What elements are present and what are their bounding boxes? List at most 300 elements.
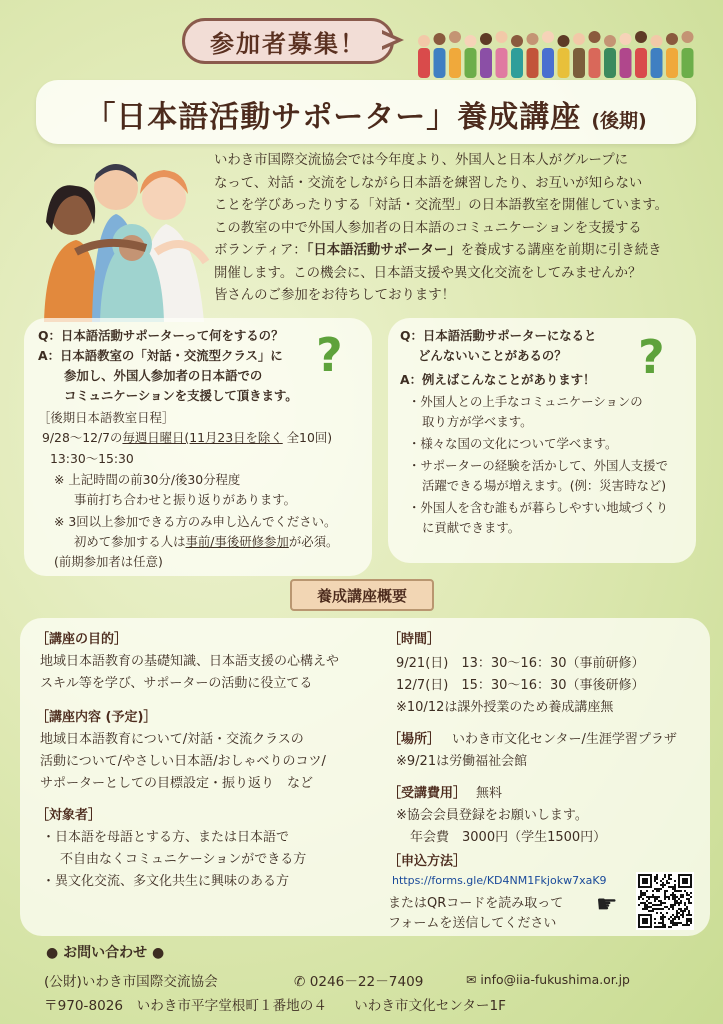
intro-line: なって、対話・交流をしながら日本語を練習したり、お互いが知らない [214,175,643,191]
qr-module [644,902,646,904]
qr-module [684,902,686,904]
qr-module [662,884,664,886]
crowd-person-head [449,31,461,43]
qr-module [642,892,644,894]
qr-module [672,924,674,926]
qr-module [670,904,672,906]
crowd-person-body [511,48,523,78]
qr-module [674,916,676,918]
qr-module [656,888,658,890]
intro-highlight: 「日本語活動サポーター」 [306,243,461,258]
q1-note: 事前打ち合わせと振り返りがあります。 [74,492,297,507]
qr-module [676,910,678,912]
content-line: サポーターとしての目標設定・振り返り など [40,776,314,791]
qr-module [676,902,678,904]
intro-line: 皆さんのご参加をお待ちしております！ [214,288,456,303]
qr-module [674,880,676,882]
intro-line: 開催します。この機会に、日本語支援や異文化交流をしてみませんか？ [214,265,642,281]
qr-module [672,922,674,924]
qr-module [666,912,668,914]
crowd-person-head [666,33,678,45]
qr-module [660,902,662,904]
qr-module [688,910,690,912]
overview-heading: 養成講座概要 [290,579,434,611]
qr-module [678,898,680,900]
q1-dates-underlined: 毎週日曜日(11月23日を除く [122,430,283,445]
qr-module [664,884,666,886]
qr-module [688,900,690,902]
qr-module [654,900,656,902]
qr-module [674,896,676,898]
qr-module [688,924,690,926]
qr-module [640,896,642,898]
contact-address: 〒970-8026 いわき市平字堂根町１番地の４ いわき市文化センター1F [44,998,506,1014]
qr-module [670,894,672,896]
fee-note: ※協会会員登録をお願いします。 [396,808,588,823]
qr-module [644,904,646,906]
qr-module [652,894,654,896]
qr-module [662,878,664,880]
recruit-badge: 参加者募集！ [182,18,394,64]
crowd-person-body [635,48,647,78]
qr-module [680,914,682,916]
q2-bullet: ・外国人との上手なコミュニケーションの [408,394,643,409]
q1-dates [42,428,332,448]
qr-module [678,908,680,910]
qr-module [674,884,676,886]
qr-module [688,894,690,896]
qr-module [678,902,680,904]
qr-module [654,888,656,890]
qr-module [686,906,688,908]
qr-module [656,890,658,892]
apply-link[interactable]: https://forms.gle/KD4NM1Fkjokw7xaK9 [392,874,607,887]
qr-finder [642,918,648,924]
qr-module [648,898,650,900]
apply-label: ［申込方法］ [388,854,467,869]
qr-module [650,910,652,912]
qr-module [684,908,686,910]
q2-answer: A：例えばこんなことがあります！ [400,372,596,387]
crowd-person-head [542,31,554,43]
qr-module [678,912,680,914]
qr-module [668,908,670,910]
qr-module [686,892,688,894]
qr-module [680,896,682,898]
fee-label: ［受講費用］ [388,786,467,801]
qr-module [676,890,678,892]
purpose-label: ［講座の目的］ [36,632,128,647]
qr-module [678,918,680,920]
qr-module [690,922,692,924]
qr-module [686,918,688,920]
qr-module [662,920,664,922]
qr-module [678,922,680,924]
qr-module [682,916,684,918]
qr-module [672,892,674,894]
qr-module [666,896,668,898]
qr-module [662,882,664,884]
crowd-person-head [604,35,616,47]
target-line: ・日本語を母語とする方、または日本語で [42,830,290,845]
question-mark-icon: ? [316,328,343,382]
qr-code[interactable] [636,872,694,930]
time-line: ※10/12は課外授業のため養成講座無 [396,700,614,715]
qr-module [668,874,670,876]
qr-module [664,916,666,918]
qr-module [648,902,650,904]
qr-module [668,926,670,928]
qr-module [652,890,654,892]
qr-module [660,884,662,886]
qr-module [686,898,688,900]
qr-module [662,914,664,916]
qr-module [686,914,688,916]
qr-module [664,898,666,900]
qr-module [654,918,656,920]
crowd-person-body [682,48,694,78]
qr-module [654,926,656,928]
qr-module [640,892,642,894]
crowd-person-body [465,48,477,78]
qr-module [644,908,646,910]
q1-box [24,318,372,576]
qr-module [642,902,644,904]
qr-module [642,908,644,910]
q2-question-line: どんないいことがあるの？ [418,348,567,363]
qr-module [664,890,666,892]
qr-module [662,902,664,904]
crowd-person-body [573,48,585,78]
qr-module [648,906,650,908]
crowd-person-body [558,48,570,78]
qr-module [652,904,654,906]
crowd-person-head [527,33,539,45]
crowd-illustration [416,26,706,80]
time-line: 12/7(日) 15：30～16：30（事後研修） [396,678,645,693]
qr-module [688,912,690,914]
crowd-person-head [682,31,694,43]
q2-bullet: ・様々な国の文化について学べます。 [408,436,618,451]
qr-module [664,876,666,878]
crowd-person-body [651,48,663,78]
qr-module [662,908,664,910]
qr-module [654,898,656,900]
qr-module [668,876,670,878]
qr-module [670,920,672,922]
qr-module [688,920,690,922]
overview-box [20,618,710,936]
time-label: ［時間］ [388,632,441,647]
qr-module [640,894,642,896]
crowd-person-head [589,31,601,43]
qr-module [682,910,684,912]
page-title-suffix: (後期) [591,110,647,132]
qr-module [666,906,668,908]
qr-module [658,926,660,928]
qr-module [656,878,658,880]
qr-module [660,880,662,882]
qr-module [686,922,688,924]
qr-module [666,882,668,884]
contact-email[interactable]: info@iia-fukushima.or.jp [480,972,630,987]
qr-module [638,904,640,906]
qr-module [668,878,670,880]
qr-module [656,912,658,914]
crowd-person-body [418,48,430,78]
qr-module [660,904,662,906]
qr-module [654,904,656,906]
qr-module [690,920,692,922]
qr-module [668,886,670,888]
pointing-hand-icon: ☛ [596,890,618,918]
qr-module [638,896,640,898]
qr-module [670,906,672,908]
qr-module [686,924,688,926]
qr-module [668,918,670,920]
q1-note: ※ 3回以上参加できる方のみ申し込んでください。 [54,514,337,529]
qr-module [676,916,678,918]
qr-module [670,878,672,880]
place-label: ［場所］ [388,732,441,747]
qr-module [654,896,656,898]
title-banner [36,80,696,144]
qr-module [656,876,658,878]
qr-module [670,922,672,924]
qr-module [650,896,652,898]
phone-icon: ✆ [294,974,306,990]
fee-note: 年会費 3000円（学生1500円） [410,830,607,845]
qr-module [656,882,658,884]
qr-module [662,918,664,920]
qr-module [644,894,646,896]
qr-module [664,894,666,896]
qr-module [664,906,666,908]
qr-module [672,914,674,916]
qr-module [680,910,682,912]
q1-note-underlined: 事前/事後研修参加 [185,534,289,549]
crowd-person-body [589,48,601,78]
crowd-person-head [496,31,508,43]
qr-finder [642,878,648,884]
qr-module [664,874,666,876]
qr-module [660,888,662,890]
qr-module [654,878,656,880]
qr-module [674,898,676,900]
crowd-person-head [651,35,663,47]
qr-module [686,894,688,896]
qr-module [676,912,678,914]
qr-module [662,926,664,928]
qr-module [678,904,680,906]
qr-module [644,892,646,894]
qr-module [658,888,660,890]
content-line: 地域日本語教育について/対話・交流クラスの [40,732,304,747]
qr-module [654,876,656,878]
purpose-line: 地域日本語教育の基礎知識、日本語支援の心構えや [40,654,340,669]
qr-module [664,892,666,894]
crowd-person-body [620,48,632,78]
qr-module [670,874,672,876]
qr-module [682,924,684,926]
qr-module [660,908,662,910]
contact-email-wrap [466,972,630,987]
q1-note: ※ 上記時間の前30分/後30分程度 [54,472,241,487]
qr-module [656,908,658,910]
target-line: 不自由なくコミュニケーションができる方 [60,852,307,867]
qr-module [660,922,662,924]
qr-module [664,896,666,898]
apply-text: フォームを送信してください [388,916,557,931]
crowd-person-body [666,48,678,78]
crowd-person-head [465,35,477,47]
qr-module [674,890,676,892]
qr-module [660,926,662,928]
q2-bullet: ・サポーターの経験を活かして、外国人支援で [408,458,668,473]
qr-module [658,904,660,906]
qr-module [638,898,640,900]
qr-module [646,896,648,898]
intro-line: この教室の中で外国人参加者の日本語のコミュニケーションを支援する [214,220,642,236]
qr-module [658,922,660,924]
qr-module [662,922,664,924]
q1-answer-line: コミュニケーションを支援して頂きます。 [64,388,298,403]
qr-module [680,922,682,924]
qr-module [690,914,692,916]
crowd-person-body [496,48,508,78]
q1-note: (前期参加者は任意) [54,554,163,569]
contact-heading: ● お問い合わせ ● [46,945,165,961]
qr-module [640,890,642,892]
qr-module [688,918,690,920]
qr-module [676,900,678,902]
q1-question: Q：日本語活動サポーターって何をするの？ [38,328,284,343]
qr-module [654,908,656,910]
time-line: 9/21(日) 13：30～16：30（事前研修） [396,656,645,671]
qr-module [678,916,680,918]
qr-module [664,902,666,904]
purpose-line: スキル等を学び、サポーターの活動に役立てる [40,676,313,691]
qr-module [664,924,666,926]
qr-module [674,894,676,896]
crowd-person-body [542,48,554,78]
qr-module [660,912,662,914]
crowd-person-head [573,33,585,45]
crowd-person-head [480,33,492,45]
qr-module [650,906,652,908]
qr-module [670,926,672,928]
qr-module [674,886,676,888]
badge-tail-inner [380,33,396,47]
qr-module [642,898,644,900]
qr-module [646,900,648,902]
qr-module [666,890,668,892]
qr-module [654,922,656,924]
crowd-person-body [449,48,461,78]
qr-module [658,908,660,910]
qr-module [660,918,662,920]
qr-module [656,904,658,906]
qr-module [660,916,662,918]
crowd-person-head [418,35,430,47]
content-line: 活動について/やさしい日本語/おしゃべりのコツ/ [40,754,326,769]
qr-module [688,914,690,916]
target-label: ［対象者］ [36,808,102,823]
qr-module [648,910,650,912]
q2-bullet: ・外国人を含む誰もが暮らしやすい地域づくり [408,500,669,515]
qr-module [682,894,684,896]
contact-org: (公財)いわき市国際交流協会 [44,974,218,990]
qr-module [668,898,670,900]
qr-module [670,886,672,888]
q1-answer-line: 参加し、外国人参加者の日本語での [64,368,263,383]
qr-module [672,918,674,920]
qr-module [672,898,674,900]
qr-module [684,890,686,892]
crowd-person-body [480,48,492,78]
qr-module [684,910,686,912]
crowd-person-head [635,31,647,43]
qr-module [660,900,662,902]
qr-module [656,874,658,876]
qr-module [666,880,668,882]
q1-dates-suffix: 全10回) [286,430,333,445]
qr-module [686,920,688,922]
qr-module [688,898,690,900]
intro-line-part: を養成する講座を前期に引き続き [460,243,662,258]
qr-module [672,906,674,908]
crowd-person-body [434,48,446,78]
qr-module [642,894,644,896]
crowd-person-head [511,35,523,47]
qr-module [672,904,674,906]
qr-module [674,922,676,924]
fee-text: 無料 [476,786,503,801]
qr-module [640,902,642,904]
q1-time: 13:30～15:30 [50,451,134,466]
intro-text [214,150,714,308]
q2-bullet: に貢献できます。 [422,520,521,535]
qr-module [682,914,684,916]
qr-module [680,900,682,902]
qr-module [652,910,654,912]
qr-module [650,902,652,904]
qr-module [680,908,682,910]
qr-module [662,924,664,926]
people-illustration [36,152,226,322]
q1-note-prefix: 初めて参加する人は [74,534,186,549]
qr-module [690,896,692,898]
qr-module [658,900,660,902]
qr-module [680,890,682,892]
qr-module [664,926,666,928]
qr-module [674,924,676,926]
qr-module [662,916,664,918]
q1-dates-prefix: 9/28～12/7の [42,430,123,445]
intro-line-part: ボランティア： [214,243,307,258]
qr-module [646,904,648,906]
qr-module [674,888,676,890]
intro-line: ことを学びあったりする「対話・交流型」の日本語教室を開催しています。 [214,198,669,213]
question-mark-icon: ? [638,330,665,384]
q2-box [388,318,696,563]
contact-phone[interactable]: 0246－22－7409 [309,974,424,990]
qr-module [674,900,676,902]
q2-question-line: Q：日本語活動サポーターになると [400,328,597,343]
crowd-person-head [434,33,446,45]
qr-module [684,904,686,906]
crowd-person-head [558,35,570,47]
